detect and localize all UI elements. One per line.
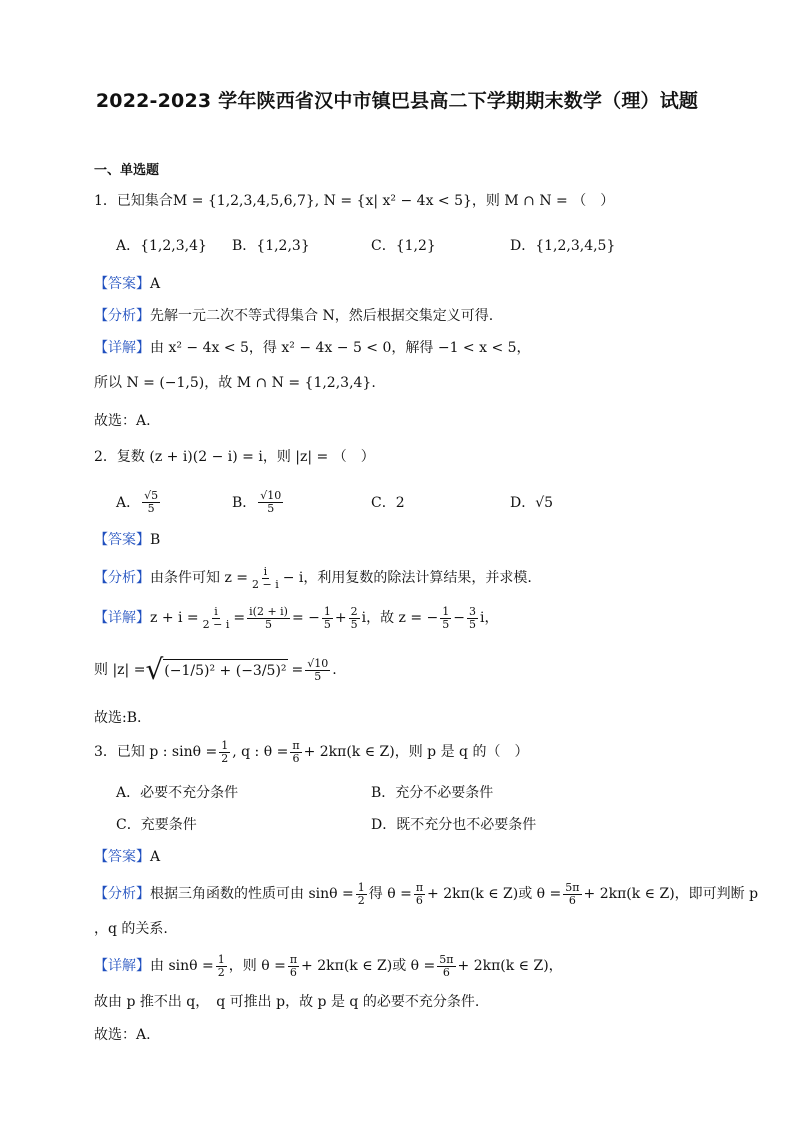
fraction-numerator: √5: [144, 488, 159, 502]
q1-option-b: B．{1,2,3}: [232, 238, 310, 254]
fraction-denominator: 5: [265, 617, 273, 631]
equals-sign: =: [233, 610, 246, 626]
q2-detail-text: i，故 z = −: [361, 610, 439, 626]
fraction-numerator: i: [214, 604, 218, 618]
q3-analysis-text: + 2kπ(k ∈ Z)，即可判断 p: [583, 886, 759, 902]
q3-detail-text: ，则 θ =: [228, 958, 286, 974]
fraction: [349, 606, 360, 631]
q2-detail-line-2: [94, 648, 734, 692]
fraction-denominator: 6: [415, 893, 423, 907]
fraction-denominator: 2 − i: [252, 577, 279, 591]
analysis-tag: 【分析】: [94, 570, 150, 586]
fraction-denominator: 5: [267, 501, 275, 515]
fraction-numerator: √10: [260, 488, 282, 502]
q2-analysis-fraction: [250, 566, 281, 591]
sqrt-content: (−1/5)² + (−3/5)²: [163, 659, 287, 682]
q3-analysis: [94, 872, 759, 916]
q3-detail: [94, 944, 734, 988]
q1-detail-line-2: 所以 N = (−1,5)，故 M ∩ N = {1,2,3,4}.: [94, 375, 376, 391]
q2-option-b: [232, 484, 285, 520]
q3-analysis-text: 得 θ =: [368, 886, 412, 902]
fraction: [356, 882, 367, 907]
fraction-denominator: 5: [469, 617, 477, 631]
q2-choose: 故选:B.: [94, 710, 142, 726]
q3-analysis-text: 根据三角函数的性质可由 sinθ =: [150, 886, 354, 902]
q2-option-a-fraction: [142, 490, 160, 515]
q1-detail: [94, 337, 734, 359]
fraction-numerator: π: [292, 738, 300, 752]
fraction-denominator: 5: [147, 501, 155, 515]
q2-option-a: [116, 484, 162, 520]
detail-tag: 【详解】: [94, 340, 150, 356]
fraction-denominator: 6: [568, 893, 576, 907]
fraction-numerator: π: [289, 952, 298, 966]
q2-option-b-label: B．: [232, 495, 257, 511]
fraction-numerator: 1: [221, 738, 229, 752]
fraction: [322, 606, 333, 631]
q2-detail-text: z + i =: [150, 610, 199, 626]
fraction-denominator: 5: [350, 617, 358, 631]
q2-detail-text: 则 |z| =: [94, 662, 146, 678]
q1-prefix: 1．已知集合: [94, 193, 173, 209]
fraction: [247, 606, 290, 631]
q2-option-a-label: A．: [116, 495, 141, 511]
q1-answer: [94, 273, 734, 295]
fraction: [219, 740, 230, 765]
q3-choose: 故选：A.: [94, 1027, 151, 1043]
q1-option-d: D．{1,2,3,4,5}: [510, 238, 616, 254]
period: .: [332, 662, 337, 678]
q2-analysis-suffix: − i，利用复数的除法计算结果，并求模.: [282, 570, 532, 586]
q2-option-c: C．2: [371, 495, 405, 511]
fraction: [563, 882, 581, 907]
analysis-tag: 【分析】: [94, 886, 150, 902]
answer-tag: 【答案】: [94, 532, 150, 548]
q2-option-b-fraction: [258, 490, 283, 515]
detail-tag: 【详解】: [94, 958, 150, 974]
minus-sign: −: [453, 610, 466, 626]
q3-stem-text: , q : θ =: [232, 744, 289, 760]
fraction-numerator: √10: [307, 656, 329, 670]
q1-option-c: C．{1,2}: [371, 238, 436, 254]
q1-choose: 故选：A.: [94, 413, 151, 429]
answer-tag: 【答案】: [94, 849, 150, 865]
fraction-numerator: 1: [323, 604, 331, 618]
q1-suffix: ，则 M ∩ N = （ ）: [471, 193, 615, 209]
q2-answer: [94, 529, 734, 551]
page-title: 2022-2023 学年陕西省汉中市镇巴县高二下学期期末数学（理）试题: [95, 90, 699, 112]
q2-analysis: [94, 556, 734, 600]
fraction-denominator: 5: [314, 669, 322, 683]
q1-detail-line-1: 由 x² − 4x < 5，得 x² − 4x − 5 < 0，解得 −1 < x < 5，: [150, 340, 531, 356]
fraction-numerator: 5π: [439, 952, 454, 966]
fraction: [290, 740, 301, 765]
q1-set-m: M = {1,2,3,4,5,6,7}: [172, 193, 315, 209]
fraction-numerator: 5π: [565, 880, 580, 894]
q2-answer-value: B: [150, 532, 161, 548]
q1-analysis-text: 先解一元二次不等式得集合 N，然后根据交集定义可得.: [150, 308, 494, 324]
q3-detail-text: + 2kπ(k ∈ Z)，: [457, 958, 563, 974]
section-heading: 一、单选题: [94, 163, 160, 178]
analysis-tag: 【分析】: [94, 308, 150, 324]
fraction-denominator: 6: [292, 751, 300, 765]
fraction-denominator: 5: [323, 617, 331, 631]
q1-set-n: , N = {x| x² − 4x < 5}: [314, 193, 472, 209]
q1-answer-value: A: [150, 276, 161, 292]
fraction: [467, 606, 478, 631]
fraction: [437, 954, 455, 979]
sqrt-sign: √: [145, 653, 164, 686]
q3-answer: [94, 846, 734, 868]
fraction-numerator: i(2 + i): [249, 604, 288, 618]
fraction: [288, 954, 299, 979]
q3-detail-text: 由 sinθ =: [150, 958, 214, 974]
fraction: [440, 606, 451, 631]
fraction-numerator: 1: [357, 880, 365, 894]
question-1-stem: [94, 190, 734, 212]
q3-option-d: D．既不充分也不必要条件: [371, 817, 537, 833]
q2-option-d: D．√5: [510, 495, 554, 511]
fraction-denominator: 5: [442, 617, 450, 631]
fraction-denominator: 2: [221, 751, 229, 765]
q3-option-c: C．充要条件: [116, 817, 197, 833]
q3-stem-text: + 2kπ(k ∈ Z)，则 p 是 q 的（ ）: [303, 744, 529, 760]
fraction: [216, 954, 227, 979]
question-3-stem: [94, 730, 734, 774]
q2-detail: [94, 596, 734, 640]
q2-analysis-prefix: 由条件可知 z =: [150, 570, 249, 586]
q1-option-a: A．{1,2,3,4}: [116, 238, 207, 254]
fraction: [201, 606, 232, 631]
q3-option-a: A．必要不充分条件: [116, 785, 239, 801]
fraction-numerator: 3: [469, 604, 477, 618]
q3-answer-value: A: [150, 849, 161, 865]
question-2-stem: 2．复数 (z + i)(2 − i) = i，则 |z| = （ ）: [94, 449, 375, 465]
answer-tag: 【答案】: [94, 276, 150, 292]
fraction-denominator: 6: [442, 965, 450, 979]
q3-detail-line-2: 故由 p 推不出 q， q 可推出 p，故 p 是 q 的必要不充分条件.: [94, 994, 480, 1010]
q3-detail-text: + 2kπ(k ∈ Z)或 θ =: [301, 958, 436, 974]
fraction-numerator: 1: [217, 952, 225, 966]
equals-sign: =: [291, 662, 304, 678]
detail-tag: 【详解】: [94, 610, 150, 626]
q1-analysis: [94, 305, 734, 327]
fraction-denominator: 2 − i: [202, 617, 230, 631]
equals-sign: = −: [291, 610, 320, 626]
q3-analysis-line-2: ，q 的关系.: [94, 921, 168, 937]
fraction-denominator: 2: [357, 893, 365, 907]
fraction-denominator: 2: [217, 965, 225, 979]
fraction: [414, 882, 425, 907]
q3-stem-text: 3．已知 p : sinθ =: [94, 744, 218, 760]
q3-option-b: B．充分不必要条件: [371, 785, 494, 801]
fraction-numerator: 1: [442, 604, 450, 618]
fraction-numerator: i: [263, 564, 268, 578]
plus-sign: +: [334, 610, 347, 626]
q3-analysis-text: + 2kπ(k ∈ Z)或 θ =: [427, 886, 562, 902]
fraction: [305, 658, 330, 683]
fraction-numerator: π: [415, 880, 424, 894]
fraction-denominator: 6: [289, 965, 297, 979]
q2-detail-text: i，: [480, 610, 499, 626]
fraction-numerator: 2: [350, 604, 358, 618]
